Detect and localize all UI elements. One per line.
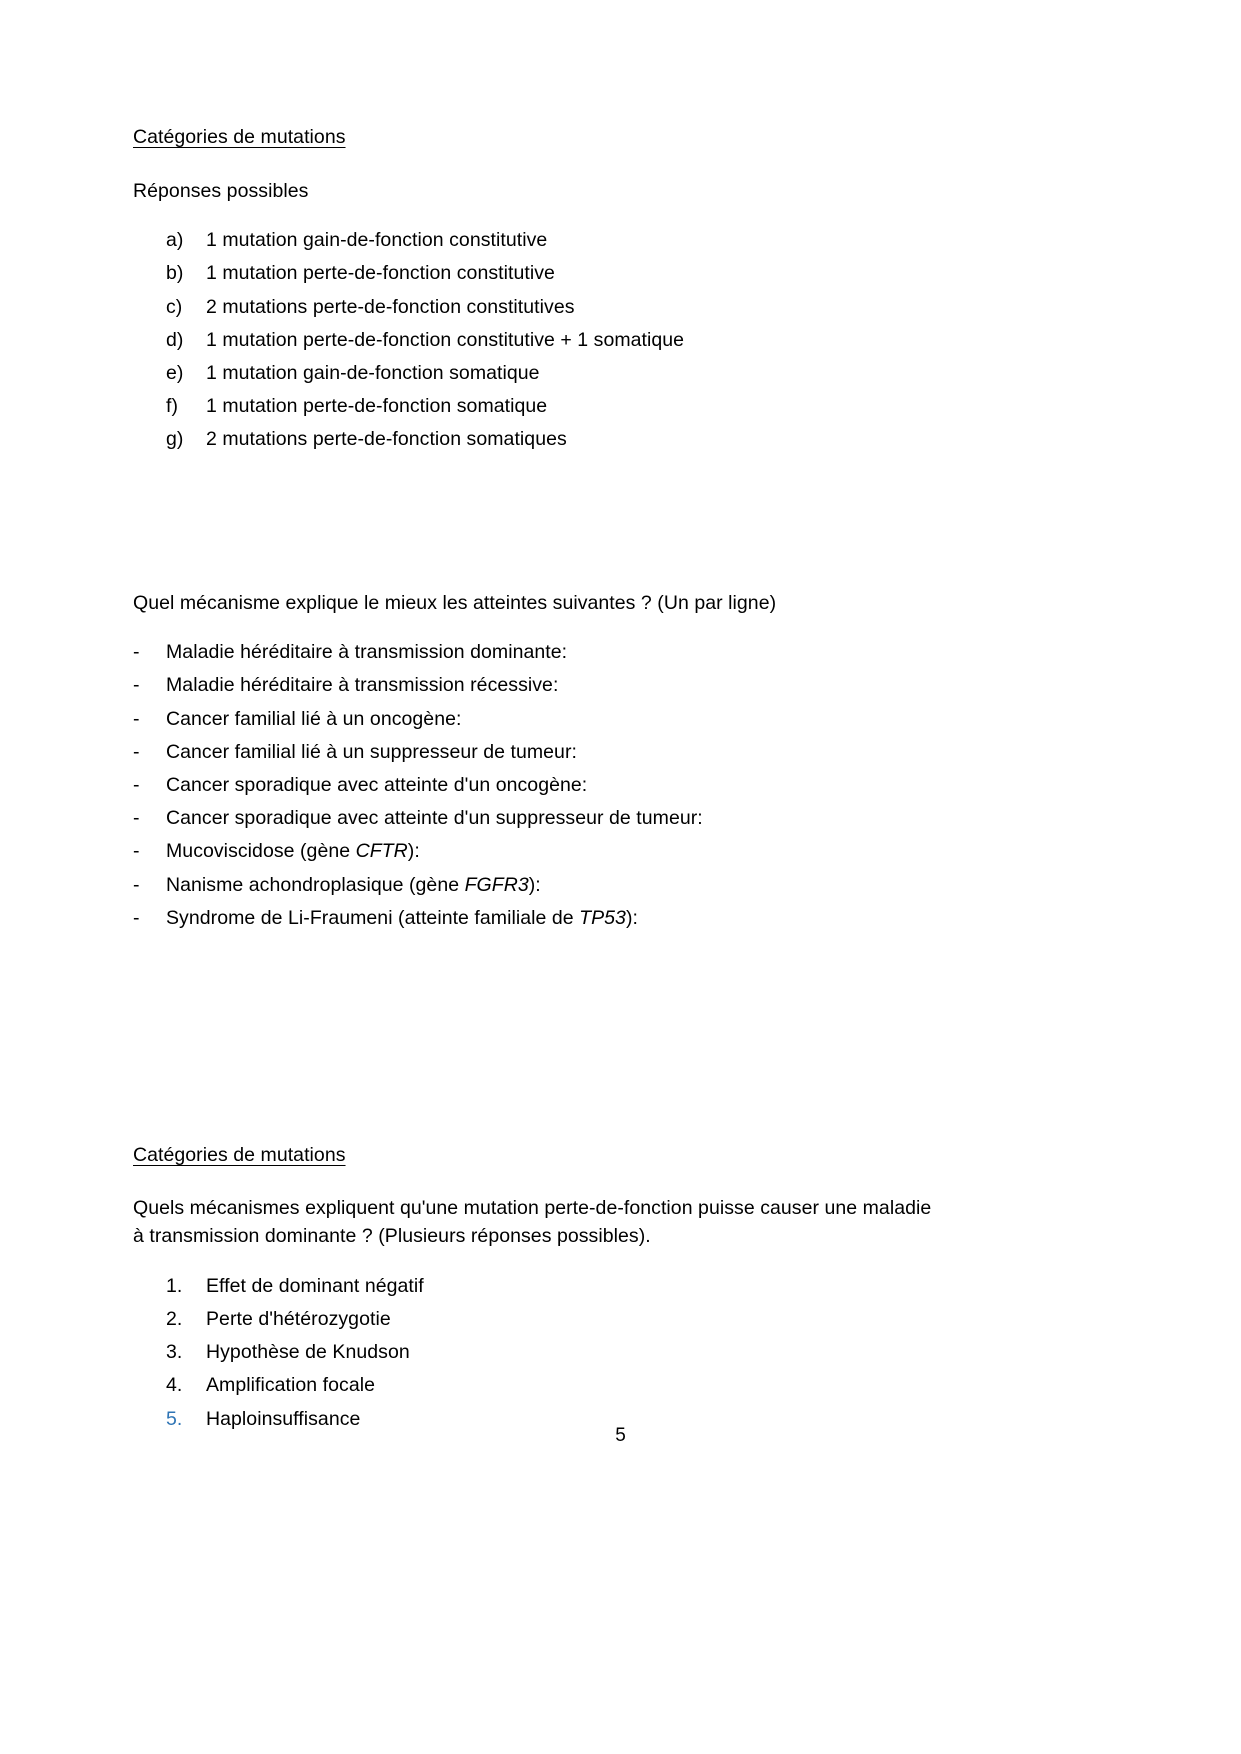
section1-list-marker: - — [133, 674, 140, 697]
section1-list-marker: - — [133, 641, 140, 664]
section1-list-item — [133, 672, 1108, 700]
section1-answer-text: 2 mutations perte-de-fonction constitutives — [206, 295, 575, 318]
section1-list-gene-name: FGFR3 — [464, 873, 529, 896]
section1-list-text-suffix: ): — [407, 840, 420, 863]
section1-answer-marker: g) — [166, 428, 184, 451]
section1-answer-marker: a) — [166, 229, 184, 252]
section1-answer-item — [133, 327, 1108, 355]
section1-answer-marker: d) — [166, 328, 184, 351]
section2-answer-marker: 3. — [166, 1341, 183, 1364]
section1-list-marker: - — [133, 906, 140, 929]
section1-list-text-prefix: Cancer familial lié à un oncogène: — [166, 707, 462, 730]
section1-answer-item — [133, 294, 1108, 322]
section1-list-text-suffix: ): — [625, 906, 638, 929]
section2-answer-list — [133, 1273, 1108, 1433]
section1-list-text — [166, 639, 567, 667]
section1-answer-marker: f) — [166, 395, 179, 418]
section1-answer-item — [133, 260, 1108, 288]
section2-heading: Catégories de mutations — [133, 1143, 346, 1166]
section1-list-gene-name: TP53 — [579, 906, 626, 929]
section1-list-marker: - — [133, 740, 140, 763]
section1-list-item — [133, 706, 1108, 734]
section1-list-marker: - — [133, 807, 140, 830]
section1-list-marker: - — [133, 773, 140, 796]
section2-answer-marker: 1. — [166, 1274, 183, 1297]
section1-answer-text: 1 mutation perte-de-fonction constitutive — [206, 262, 555, 285]
section2-answer-marker: 2. — [166, 1307, 183, 1330]
section1-list-text-prefix: Cancer familial lié à un suppresseur de tumeur: — [166, 740, 577, 763]
section1-list-item — [133, 872, 1108, 900]
section1-answer-text: 1 mutation perte-de-fonction somatique — [206, 395, 548, 418]
section1-list-text — [166, 905, 638, 933]
section1-list-text-prefix: Cancer sporadique avec atteinte d'un oncogène: — [166, 773, 588, 796]
section1-question: Quel mécanisme explique le mieux les atteintes suivantes ? (Un par ligne) — [133, 591, 777, 614]
section1-answer-item — [133, 227, 1108, 255]
spacer-1 — [133, 460, 1108, 590]
section1-list-text-prefix: Cancer sporadique avec atteinte d'un suppresseur de tumeur: — [166, 807, 703, 830]
section1-intro: Réponses possibles — [133, 179, 309, 202]
spacer-2 — [133, 938, 1108, 1068]
section1-list-text — [166, 672, 558, 700]
section1-answer-marker: b) — [166, 262, 184, 285]
section1-answer-text: 1 mutation gain-de-fonction constitutive — [206, 229, 548, 252]
section1-answer-text: 2 mutations perte-de-fonction somatiques — [206, 428, 567, 451]
section1-list-text-prefix: Mucoviscidose (gène — [166, 840, 356, 863]
section1-answer-marker: c) — [166, 295, 183, 318]
section1-list-gene-name: CFTR — [355, 840, 408, 863]
section2-answer-text: Hypothèse de Knudson — [206, 1341, 410, 1364]
section2-answer-text: Amplification focale — [206, 1374, 375, 1397]
section2-answer-text: Perte d'hétérozygotie — [206, 1307, 391, 1330]
page-content — [133, 128, 1108, 1439]
section1-list-text — [166, 739, 577, 767]
section1-list-text-prefix: Nanisme achondroplasique (gène — [166, 873, 465, 896]
spacer-3 — [133, 1068, 1108, 1146]
section2-question: Quels mécanismes expliquent qu'une mutation perte-de-fonction puisse causer une maladie à transmission dominante ? (Plusieurs réponses possibles). — [133, 1197, 932, 1248]
section1-list-marker: - — [133, 707, 140, 730]
section2-answer-text: Haploinsuffisance — [206, 1407, 361, 1430]
section2-answer-item — [133, 1372, 1108, 1400]
section2-answer-item — [133, 1306, 1108, 1334]
section1-list-marker: - — [133, 840, 140, 863]
section1-answer-item — [133, 426, 1108, 454]
section1-list-item — [133, 805, 1108, 833]
section1-list-text — [166, 706, 461, 734]
section1-list-text-prefix: Maladie héréditaire à transmission récessive: — [166, 674, 559, 697]
section1-list-item — [133, 639, 1108, 667]
section1-item-list — [133, 639, 1108, 932]
section1-answer-list — [133, 227, 1108, 454]
page-number: 5 — [615, 1425, 626, 1446]
section1-heading: Catégories de mutations — [133, 126, 346, 148]
section1-list-text-prefix: Maladie héréditaire à transmission dominante: — [166, 641, 568, 664]
section1-answer-text: 1 mutation gain-de-fonction somatique — [206, 361, 540, 384]
section1-answer-item — [133, 393, 1108, 421]
section1-list-text — [166, 872, 541, 900]
section1-list-text-suffix: ): — [528, 873, 541, 896]
section2-answer-item — [133, 1273, 1108, 1301]
section1-list-marker: - — [133, 873, 140, 896]
section1-answer-text: 1 mutation perte-de-fonction constitutive + 1 somatique — [206, 328, 685, 351]
section1-list-item — [133, 905, 1108, 933]
section2-answer-marker: 5. — [166, 1407, 183, 1430]
section1-list-item — [133, 739, 1108, 767]
section2-answer-marker: 4. — [166, 1374, 183, 1397]
section1-list-text-prefix: Syndrome de Li-Fraumeni (atteinte familiale de — [166, 906, 580, 929]
section1-list-text — [166, 838, 420, 866]
section1-list-item — [133, 772, 1108, 800]
section2-answer-item — [133, 1339, 1108, 1367]
section1-list-text — [166, 772, 587, 800]
section1-list-text — [166, 805, 703, 833]
section1-answer-marker: e) — [166, 361, 184, 384]
section2-answer-text: Effet de dominant négatif — [206, 1274, 424, 1297]
section1-answer-item — [133, 360, 1108, 388]
section1-list-item — [133, 838, 1108, 866]
